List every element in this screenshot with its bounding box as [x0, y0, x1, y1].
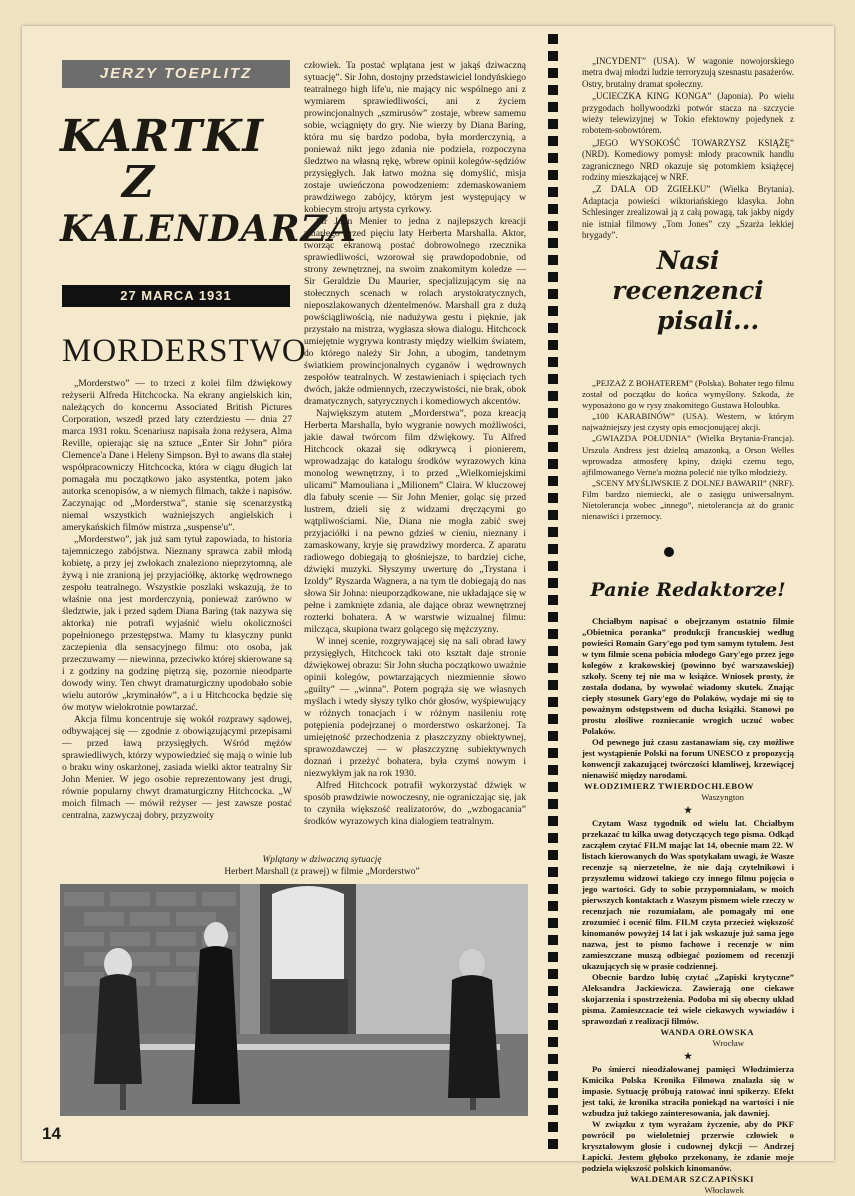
caption-line-1: Wplątany w dziwaczną sytuację	[262, 855, 382, 865]
film-perforation	[548, 51, 558, 61]
film-perforation	[548, 595, 558, 605]
letter-signature-name: WŁODZIMIERZ TWIERDOCHLEBOW	[584, 781, 754, 791]
film-perforation	[548, 578, 558, 588]
release-entry: „Z DALA OD ZGIEŁKU” (Wielka Brytania). Adaptacja powieści wiktoriańskiego klasyka. John Schlesinger zrealizował ją z całą powagą, tak jakby nigdy nie istniał filmowy „Tom Jones” czy „Szarża lekkiej brygady”.	[582, 184, 794, 241]
film-perforation	[548, 680, 558, 690]
release-entry: „UCIECZKA KING KONGA” (Japonia). Po wielu przygodach hollywoodzki potwór staczа na szczycie wieży telewizyjnej w Tokio efektowny pojedynek z robotem-sobowtórem.	[582, 91, 794, 136]
letter-signature-place: Włocławek	[704, 1185, 744, 1195]
film-perforation	[548, 969, 558, 979]
film-strip-divider	[540, 26, 566, 1161]
date-banner: 27 MARCA 1931	[62, 285, 290, 307]
film-perforation	[548, 663, 558, 673]
review-entry: „100 KARABINÓW” (USA). Western, w którym najważniejszy jest czysty opis emocjonującej akcji.	[582, 411, 794, 433]
author-banner: JERZY TOEPLITZ	[62, 60, 290, 88]
film-perforation	[548, 221, 558, 231]
star-separator-icon: ★	[683, 1051, 693, 1061]
title-line: Nasi	[656, 246, 720, 275]
film-perforation	[548, 612, 558, 622]
film-perforation	[548, 119, 558, 129]
film-perforation	[548, 425, 558, 435]
film-perforation	[548, 1088, 558, 1098]
logo-line-1: KARTKI	[60, 111, 264, 162]
film-perforation	[548, 408, 558, 418]
letters-column	[582, 616, 794, 1195]
film-perforation	[548, 1122, 558, 1132]
film-perforation	[548, 34, 558, 44]
film-perforation	[548, 493, 558, 503]
film-perforation	[548, 374, 558, 384]
film-perforation	[548, 510, 558, 520]
title-line: recenzenci	[612, 276, 764, 305]
film-perforation	[548, 901, 558, 911]
film-perforation	[548, 544, 558, 554]
film-perforation	[548, 255, 558, 265]
film-perforation	[548, 289, 558, 299]
film-perforation	[548, 918, 558, 928]
film-perforation	[548, 1105, 558, 1115]
section-title-reviewers	[582, 246, 794, 336]
film-perforation	[548, 765, 558, 775]
film-perforation	[548, 799, 558, 809]
paragraph: Akcja filmu koncentruje się wokół rozprawy sądowej, odbywającej się — zgodnie z obowiązującymi przepisami — przed ławą przysięgłych. Wśród mężów sprawiedliwych, którzy wypowiedzieć się mają o winie lub o braku winy oskarżonej, zasiada wielki aktor teatralny Sir John Menier. W jego osobie reprezentowany jest drugi, równie popularny chwyt dramaturgiczny Hitchcocka. „W moich filmach — mówił reżyser — jest zawsze postać centralna, zazwyczaj dobry, przyzwoity	[62, 714, 292, 821]
review-entry: „PEJZAŻ Z BOHATEREM” (Polska). Bohater tego filmu został od początku do końca wymyślony. Szkoda, że wyposażono go w rysy znakomitego Gustawa Holoubka.	[582, 378, 794, 411]
film-perforation	[548, 850, 558, 860]
film-perforation	[548, 306, 558, 316]
film-perforation	[548, 527, 558, 537]
film-perforation	[548, 1071, 558, 1081]
film-perforation	[548, 748, 558, 758]
film-perforation	[548, 340, 558, 350]
film-perforation	[548, 1020, 558, 1030]
letter-signature-place: Wrocław	[712, 1038, 744, 1048]
logo-line-2: Z	[122, 157, 156, 208]
film-perforation	[548, 1003, 558, 1013]
film-perforation	[548, 561, 558, 571]
letter-paragraph: W związku z tym wyrażam życzenie, aby do PKF powrócił po wieloletniej przerwie człowiek o kryształowym głosie i cudownej dykcji — Andrzej Łapicki. Jestem głęboko przekonany, że zdanie moje podziela większość polskich kinomanów.	[582, 1119, 794, 1173]
film-perforation	[548, 442, 558, 452]
logo-line-3: KALENDARZA	[60, 208, 357, 250]
reviews-list	[582, 378, 794, 548]
film-perforation	[548, 1037, 558, 1047]
film-perforation	[548, 272, 558, 282]
paragraph: W innej scenie, rozgrywającej się na sali obrad ławy przysięgłych, Hitchcock taki oto kształt daje stronie dźwiękowej obrazu: Sir John słucha początkowo uważnie opinii kolegów, powtarzających niezmiennie słowo „guilty” — „winna”. Potem pogrąża się we własnych myślach i wtedy słyszy tylko chór głosów, wyśpiewujący w różnych tonacjach i w różnym nasileniu rotę potępienia podejrzanej o morderstwo oskarżonej. Ta umiejętność przechodzenia z płaszczyzny obiektywnej, sprawozdawczej — w płaszczyznę subiektywnych doznań i przeżyć bohatera, była czymś nowym i niezwykłym jak na rok 1930.	[304, 636, 526, 779]
column-logo	[60, 111, 357, 252]
letter-signature-place: Waszyngton	[701, 792, 744, 802]
photo-caption	[172, 854, 472, 878]
magazine-page	[22, 26, 834, 1195]
film-still-illustration	[60, 884, 528, 1116]
film-perforation	[548, 884, 558, 894]
letter-paragraph: Chciałbym napisać o obejrzanym ostatnio filmie „Obietnica poranka” produkcji francuskiej według powieści Romain Gary'ego pod tym samym tytułem. Jest w tym filmie scena pobicia młodego Gary'ego przez jego kolegów z krakowskiej (powinno być warszawskiej) szkoły. Sceny tej nie ma w książce. Wniosek prosty, że została dodana, by wywołać wiadomy skutek. Znając ciepły stosunek Gary'ego do Polaków, wydaje mi się to poważnym odstępstwem od ducha książki. Stanowi po prostu złośliwe rozniecanie wrogich uczuć wobec Polaków.	[582, 616, 794, 736]
film-perforation	[548, 391, 558, 401]
film-perforation	[548, 986, 558, 996]
paragraph: Sir John Menier to jedna z najlepszych kreacji zmarłego przed pięciu laty Herberta Marshalla. Aktor, tworząc ekranową postać dobrowolnego rzecznika sprawiedliwości, wzorował się prawdopodobnie, od strony zewnętrznej, na swoim znakomitym koledze — Sir Geraldzie Du Maurier, specjalizującym się na stołecznych scenach w rolach arystokratycznych, nieposzlakowanych dżentelmenów. Marshall gra z dużą powściągliwością, nie nadużywa gestu i pięknie, jak przystało na mistrza, wygłasza słowa dialogu. Hitchcock umiejętnie wygrywa kontrasty między wielkim światem, do którego należy Sir John, a ubogim, tandetnym światkiem prowincjonalnych cyganów i wędrownych zespołów teatralnych. W zestawieniach i spięciach tych dwóch, jakże odmiennych, rzeczywistości, nie brak, obok dramatycznych, satyrycznych i komediowych akcentów.	[304, 216, 526, 407]
film-perforation	[548, 187, 558, 197]
paragraph: człowiek. Ta postać wplątana jest w jakąś dziwaczną sytuację”. Sir John, dostojny przedstawiciel londyńskiego teatralnego high life'u, nie mający nic wspólnego ani z wymiarem sprawiedliwości, ani z życiem prowincjonalnych „szmirusów” zostaje, wbrew samemu sobie, wciągnięty do gry. Nie wierzy by Diana Baring, która mu się bardzo podoba, była morderczynią, a ponieważ nikt jego zdania nie podziela, rozpoczyna śledztwo na własną rękę, wbrew opinii kolegów-sędziów przysięgłych. Jak łatwo można się domyślić, misja zostaje uwieńczona powodzeniem: zdemaskowaniem prawdziwego zabójcy, którym jest występujący w kobiecym stroju artysta cyrkowy.	[304, 60, 526, 215]
film-perforation	[548, 68, 558, 78]
film-perforation	[548, 697, 558, 707]
section-title-letters: Panie Redaktorze!	[590, 579, 786, 601]
releases-column	[582, 56, 794, 243]
film-perforation	[548, 1139, 558, 1149]
film-perforation	[548, 833, 558, 843]
bullet-dot	[664, 547, 674, 557]
review-entry: „GWIAZDA POŁUDNIA” (Wielka Brytania-Francja). Urszula Andress jest dzielną amazonką, a Orson Welles wprowadza atmosferę kpiny, dzięki czemu tego, ajfilmowanego Verne'a można polecić nie tylko młodzieży.	[582, 433, 794, 477]
release-entry: „INCYDENT” (USA). W wagonie nowojorskiego metra dwaj młodzi ludzie terroryzują szesnastu pasażerów. Ostry, brutalny dramat społeczny.	[582, 56, 794, 89]
film-perforation	[548, 238, 558, 248]
letter-signature-name: WALDEMAR SZCZAPIŃSKI	[630, 1174, 754, 1184]
film-perforation	[548, 204, 558, 214]
letter-paragraph: Czytam Wasz tygodnik od wielu lat. Chciałbym przekazać tu kilka uwag dotyczących tego pisma. Odkąd zacząłem czytać FILM mając lat 14, obecnie mam 22. W listach kierowanych do Was spotykałam uwagi, że Wasze recenzje są nierzetelne, że nie dają czytelnikowi i przyszłemu widzowi takiego czy innego filmu pojęcia o jego wartości. Gdy to sobie przypomniałam, w moich pierwszych kontaktach z Waszym pismem wiele rzeczy w recenzjach nie rozumiałam, ale pomagały mi one zrozumieć i ocenić film. FILM czyta przecież większość kinomanów powyżej 14 lat i jak wskazuje już sama jego nazwa, jest to pismo fachowe i recenzje w nim zamieszczane muszą odbiegać poziomem od recenzji ukazujących się w prasie codziennej.	[582, 818, 794, 971]
film-perforation	[548, 153, 558, 163]
paragraph: Alfred Hitchcock potrafił wykorzystać dźwięk w sposób prawdziwie nowoczesny, nie ograniczając się, jak to czyniła większość realizatorów, do „wzbogacania” środków wyrazowych kina dialogiem teatralnym.	[304, 780, 526, 827]
film-perforation	[548, 323, 558, 333]
title-line: pisali...	[656, 306, 760, 335]
film-perforation	[548, 952, 558, 962]
film-perforation	[548, 85, 558, 95]
film-perforation	[548, 1054, 558, 1064]
letter-paragraph: Od pewnego już czasu zastanawiam się, czy możliwe jest wystąpienie Polski na forum UNESCO z propozycją konwencji zakazującej twórczości kłamliwej, krzewiącej nienawiść między narodami.	[582, 737, 794, 780]
film-perforation	[548, 714, 558, 724]
article-headline: MORDERSTWO	[62, 333, 307, 369]
review-entry: „SCENY MYŚLIWSKIE Z DOLNEJ BAWARII” (NRF). Film bardzo niemiecki, ale o zasięgu uniwersalnym. Nietolerancja wobec „innego”, nietolerancja aż do granic nienawiści i przemocy.	[582, 477, 794, 522]
letter-paragraph: Obecnie bardzo lubię czytać „Zapiski krytyczne” Aleksandra Jackiewicza. Zawierają one ciekawe skojarzenia i spostrzeżenia. Podoba mi się obecny układ pisma. Zamieszczacie też wiele ciekawych wywiadów i sprawozdań z realizacji filmów.	[582, 972, 794, 1026]
star-separator-icon: ★	[683, 805, 693, 815]
film-perforation	[548, 935, 558, 945]
film-perforation	[548, 170, 558, 180]
paragraph: „Morderstwo”, jak już sam tytuł zapowiada, to historia tajemniczego zabójstwa. Nieznany sprawca zabił młodą kobietę, a przy jej zwłokach znaleziono nieprzytomną, ale żywą i nie zranioną jej przyjaciółkę, aktorkę wędrownego zespołu teatralnego. Wszystkie poszlaki wskazują, że to właśnie ona jest morderczynią, ponieważ zarówno w śledztwie, jak i przed sądem Diana Baring (tak nazywa się aktorka) nie potrafi wyjaśnić wielu okoliczności popełnionego przestępstwa. Mamy tu klasyczny punkt zaczepienia dla sensacyjnego filmu: oto osoba, jak przeczuwamy — niewinna, przeciwko której skierowane są i z godziny na godzinę piętrzą się, pozornie nieodparte dowody winy. Ten chwyt dramaturgiczny upodobało sobie wielu autorów „kryminałów”, a i u Hitchcocka będzie się ów motyw wielokrotnie powtarzać.	[62, 534, 292, 713]
film-perforation	[548, 629, 558, 639]
film-perforation	[548, 867, 558, 877]
article-column-1	[62, 378, 292, 823]
caption-line-2: Herbert Marshall (z prawej) w filmie „Morderstwo”	[224, 867, 420, 877]
film-perforation	[548, 476, 558, 486]
article-column-2	[304, 60, 526, 865]
release-entry: „JEGO WYSOKOŚĆ TOWARZYSZ KSIĄŻĘ” (NRD). Komediowy pomysł: młody pracownik handlu zagranicznego NRD okazuje się potomkiem książęcej rodziny mieszkającej w NRF.	[582, 137, 794, 183]
paragraph: „Morderstwo” — to trzeci z kolei film dźwiękowy reżyserii Alfreda Hitchcocka. Na ekrany angielskich kin, należących do koncernu Associated British Pictures Corporation, wszedł przed laty czterdziestu — dnia 27 marca 1931 roku. Scenariusz napisała żona reżysera, Alma Reville, opierając się na sztuce „Enter Sir John” pióra Clemence'a Dane i Heleny Simpson. Był to awans dla stałej współpracowniczy Hitchcocka, która w ciągu długich lat pomagała mu początkowo jako asystentka, potem jako autorka scenopisów, a w niemych filmach, także i napisów. Zaczynając od „Morderstwa”, stanie się scenarzystką niemal wszystkich ważniejszych angielskich i amerykańskich filmów mistrza „suspense'u”.	[62, 378, 292, 533]
film-perforation	[548, 646, 558, 656]
film-perforation	[548, 357, 558, 367]
page-number: 14	[42, 1124, 61, 1143]
film-perforation	[548, 731, 558, 741]
film-perforation	[548, 459, 558, 469]
letter-paragraph: Po śmierci nieodżałowanej pamięci Włodzimierza Kmicika Polska Kronika Filmowa znalazła się w impasie. Sytuację próbują ratować inni spikerzy. Efekt jest taki, że kronika straciła poniekąd na wartości i nie wzbudza już takiego zainteresowania, jak dawniej.	[582, 1064, 794, 1118]
film-perforation	[548, 816, 558, 826]
film-still-photo	[60, 884, 528, 1116]
film-perforation	[548, 136, 558, 146]
film-perforation	[548, 782, 558, 792]
film-perforation	[548, 102, 558, 112]
letter-signature-name: WANDA ORŁOWSKA	[660, 1027, 754, 1037]
paragraph: Największym atutem „Morderstwa”, poza kreacją Herberta Marshalla, było wygranie nowych możliwości, jakie dawał twórcom film dźwiękowy. Tu Alfred Hitchcock okazał się odkrywcą i pionierem, wprowadzając do katalogu środków wyrazowych kina monolog wewnętrzny, i to przed „Wielkomiejskimi ulicami” Mamouliana i „Milionem” Claira. W kluczowej dla fabuły scenie — Sir John Menier, goląc się przed lustrem, dzieli się z widzami dręczącymi go wątpliwościami. Nie, Diana nie mogła zabić swej przyjaciółki i na pewno gdzieś w cieniu, nieznany i zamaskowany, kryje się prawdziwy morderca. Z aparatu radiowego dobiegają to głośniejsze, to bardziej ciche, dźwięki muzyki. Słyszymy uwerturę do „Trystana i Izoldy” Ryszarda Wagnera, a na tym tle dobiegają do nas słowa Sir Johna: nieuporządkowane, nie układające się w pełne i zamknięte zdania, ale dające obraz wewnętrznej rozterki bohatera. A w warstwie wizualnej filmu: milcząca, skupiona twarz golącego się mężczyzny.	[304, 408, 526, 635]
